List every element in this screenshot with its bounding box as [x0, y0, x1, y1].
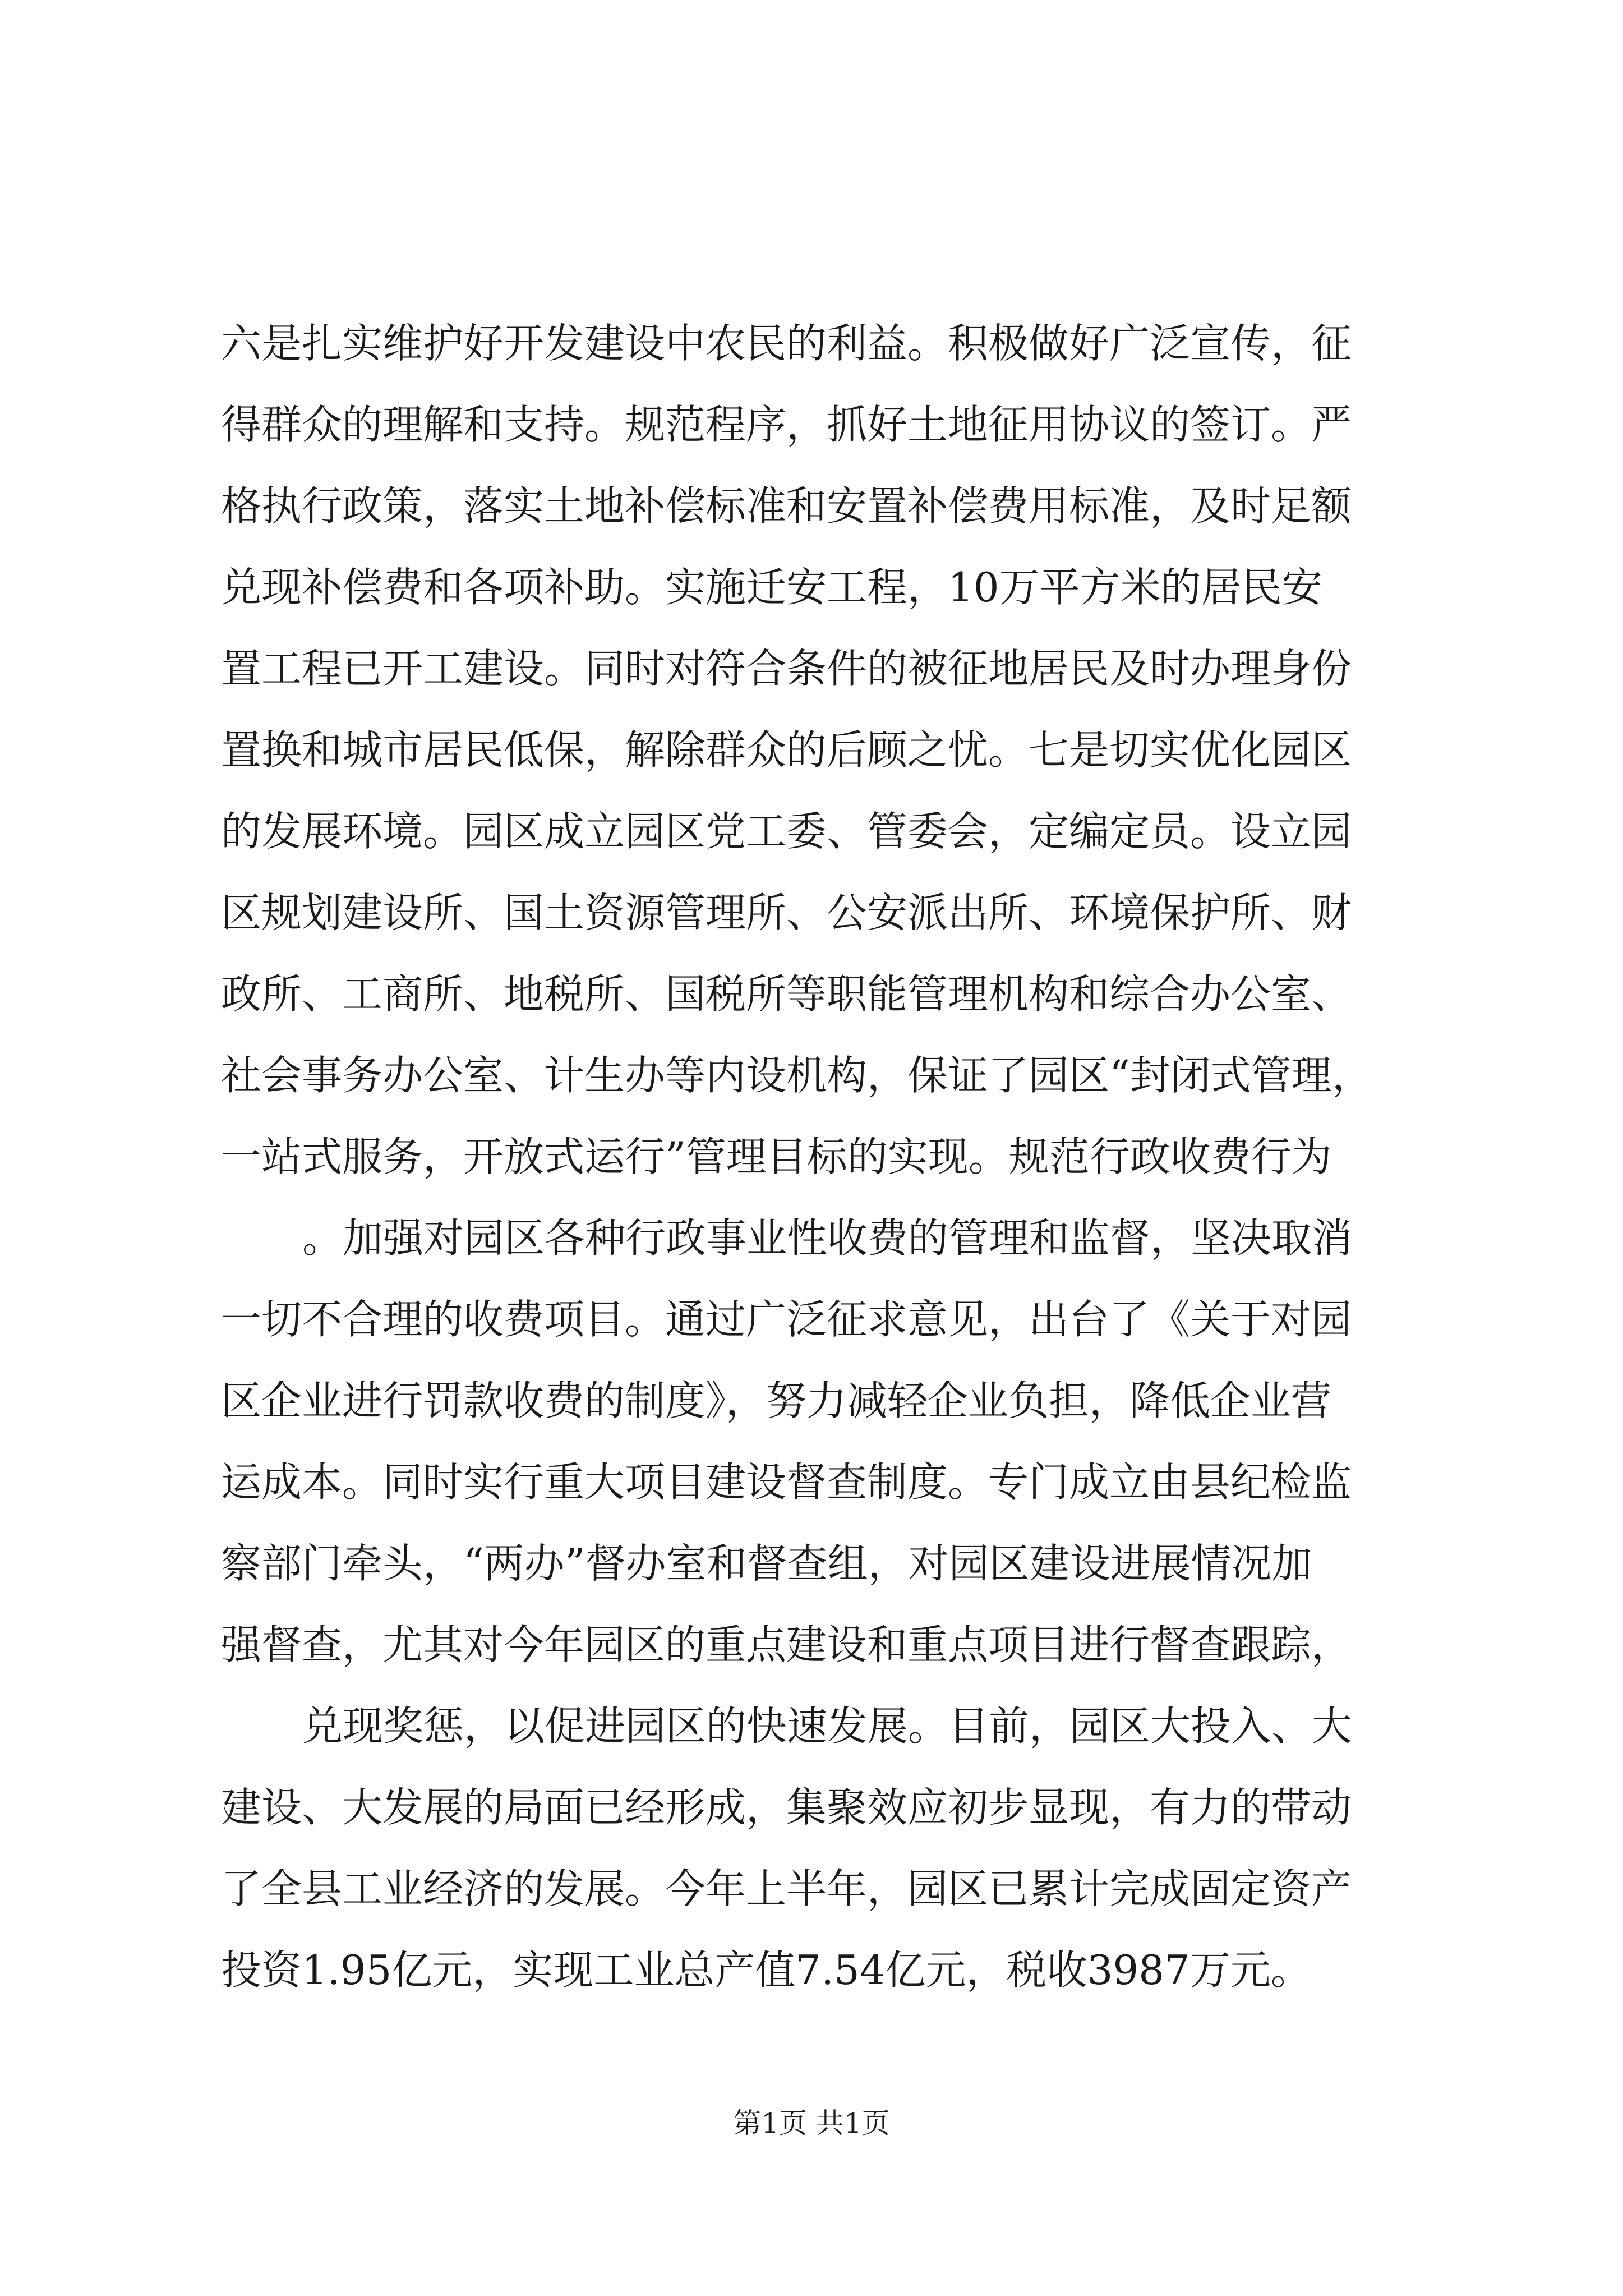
text-line: 兑现奖惩，以促进园区的快速发展。目前，园区大投入、大 — [302, 1703, 1353, 1750]
text-line: 运成本。同时实行重大项目建设督查制度。专门成立由县纪检监 — [221, 1458, 1352, 1506]
text-line: 兑现补偿费和各项补助。实施迁安工程，10万平方米的居民安 — [221, 564, 1322, 611]
text-line: 一站式服务，开放式运行”管理目标的实现。规范行政收费行为 — [221, 1133, 1332, 1180]
text-line: 得群众的理解和支持。规范程序，抓好土地征用协议的签订。严 — [221, 401, 1352, 448]
text-line: 区企业进行罚款收费的制度》，努力减轻企业负担，降低企业营 — [221, 1377, 1332, 1424]
text-line: 了全县工业经济的发展。今年上半年，园区已累计完成固定资产 — [221, 1865, 1352, 1912]
body-text — [221, 303, 1444, 2011]
page-number-footer: 第1页 共1页 — [733, 2107, 890, 2139]
text-line: 区规划建设所、国土资源管理所、公安派出所、环境保护所、财 — [221, 889, 1352, 936]
text-line: 政所、工商所、地税所、国税所等职能管理机构和综合办公室、 — [221, 970, 1352, 1018]
text-line: 六是扎实维护好开发建设中农民的利益。积极做好广泛宣传，征 — [221, 320, 1352, 367]
text-line: 的发展环境。园区成立园区党工委、管委会，定编定员。设立园 — [221, 808, 1352, 855]
text-line: 社会事务办公室、计生办等内设机构，保证了园区“封闭式管理， — [221, 1052, 1372, 1099]
text-line: 置换和城市居民低保，解除群众的后顾之忧。七是切实优化园区 — [221, 726, 1352, 774]
text-line: 强督查，尤其对今年园区的重点建设和重点项目进行督查跟踪， — [221, 1621, 1352, 1668]
text-line: 察部门牵头，“两办”督办室和督查组，对园区建设进展情况加 — [221, 1540, 1312, 1587]
text-line: 投资1.95亿元，实现工业总产值7.54亿元，税收3987万元。 — [221, 1947, 1311, 1994]
text-line: 。加强对园区各种行政事业性收费的管理和监督，坚决取消 — [302, 1214, 1353, 1262]
text-line: 格执行政策，落实土地补偿标准和安置补偿费用标准，及时足额 — [221, 482, 1352, 530]
text-line: 一切不合理的收费项目。通过广泛征求意见，出台了《关于对园 — [221, 1296, 1352, 1343]
text-line: 建设、大发展的局面已经形成，集聚效应初步显现，有力的带动 — [221, 1784, 1352, 1831]
text-line: 置工程已开工建设。同时对符合条件的被征地居民及时办理身份 — [221, 645, 1352, 692]
